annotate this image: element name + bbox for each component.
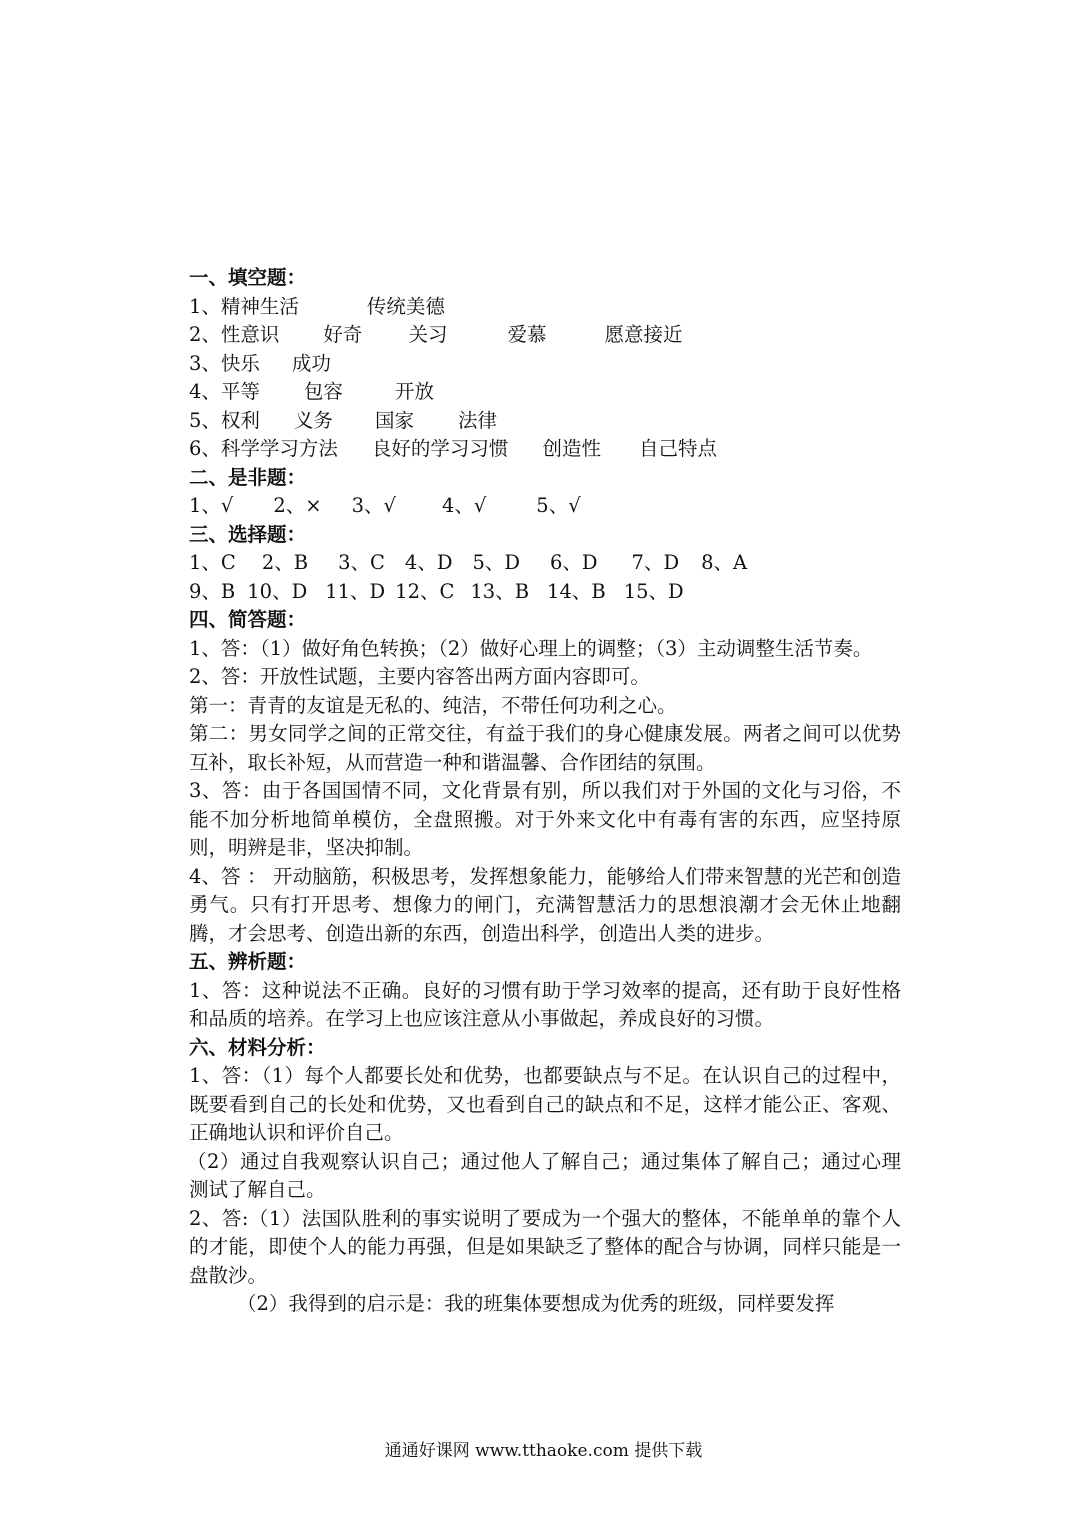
answer-document	[189, 264, 901, 1319]
answer-text: 成功	[291, 351, 331, 375]
short-answer-3: 3、答：由于各国国情不同，文化背景有别，所以我们对于外国的文化与习俗，不能不加分析地简单模仿，全盘照搬。对于外来文化中有毒有害的东西，应坚持原则，明辨是非，坚决抑制。	[189, 779, 901, 859]
answer-text: 2、性意识	[189, 323, 280, 346]
analysis-answer-1: 1、答：这种说法不正确。良好的习惯有助于学习效率的提高，还有助于良好性格和品质的培养。在学习上也应该注意从小事做起，养成良好的习惯。	[189, 978, 901, 1030]
answer-text: 3、C	[338, 551, 385, 574]
fill-blank-answer-5	[189, 407, 901, 436]
answer-text: 7、D	[631, 551, 680, 574]
answer-text: 好奇	[323, 323, 363, 346]
answer-text: 10、D	[247, 579, 308, 603]
answer-text: 4、平等	[189, 380, 260, 403]
section-title-true-false: 二、是非题：	[189, 465, 307, 489]
material-answer-2-part-2: （2）我得到的启示是：我的班集体要想成为优秀的班级，同样要发挥	[237, 1292, 835, 1315]
answer-text: 良好的学习习惯	[371, 437, 509, 460]
answer-text: 3、√	[351, 494, 396, 517]
answer-text: 14、B	[547, 579, 606, 603]
section-title-fill-blank: 一、填空题：	[189, 266, 307, 289]
answer-text: 4、D	[404, 551, 453, 574]
answer-text: 13、B	[470, 579, 530, 603]
answer-text: 自己特点	[638, 437, 717, 460]
answer-text: 1、C	[189, 551, 236, 574]
material-answer-2-part-1: 2、答:（1）法国队胜利的事实说明了要成为一个强大的整体，不能单单的靠个人的才能，即使个人的能力再强，但是如果缺乏了整体的配合与协调，同样只能是一盘散沙。	[189, 1206, 901, 1287]
answer-text: 6、D	[550, 551, 598, 574]
answer-text: 5、√	[536, 494, 581, 517]
answer-text: 5、权利	[189, 408, 260, 432]
multiple-choice-row-2	[189, 578, 901, 607]
answer-text: 4、√	[441, 494, 487, 517]
answer-text: 2、×	[273, 494, 322, 517]
answer-text: 2、B	[261, 551, 309, 574]
section-title-multiple-choice: 三、选择题：	[189, 522, 307, 546]
fill-blank-answer-6	[189, 435, 901, 464]
answer-text: 爱慕	[507, 323, 547, 346]
fill-blank-answer-1	[189, 293, 901, 322]
answer-text: 关习	[408, 323, 448, 346]
answer-text: 9、B	[189, 579, 236, 603]
answer-text: 12、C	[395, 579, 455, 603]
section-title-short-answer: 四、简答题：	[189, 608, 307, 631]
short-answer-4: 4、答 ： 开动脑筋，积极思考，发挥想象能力，能够给人们带来智慧的光芒和创造勇气。只有打开思考、想像力的闸门，充满智慧活力的思想浪潮才会无休止地翻腾，才会思考、创造出新的东西，创造出科学，创造出人类的进步。	[189, 864, 901, 945]
answer-text: 包容	[303, 380, 343, 403]
answer-text: 1、精神生活	[189, 294, 299, 318]
section-title-analysis: 五、辨析题：	[189, 950, 307, 973]
multiple-choice-row-1	[189, 549, 901, 578]
fill-blank-answer-3	[189, 350, 901, 379]
answer-text: 传统美德	[366, 294, 445, 318]
section-title-material-analysis: 六、材料分析：	[189, 1035, 326, 1059]
answer-text: 愿意接近	[604, 323, 683, 346]
page-footer: 通通好课网 www.tthaoke.com 提供下载	[384, 1441, 703, 1461]
answer-text: 国家	[374, 408, 414, 432]
material-answer-1-part-1: 1、答：（1）每个人都要长处和优势，也都要缺点与不足。在认识自己的过程中，既要看到自己的长处和优势，又也看到自己的缺点和不足，这样才能公正、客观、正确地认识和评价自己。	[189, 1064, 901, 1144]
answer-text: 法律	[457, 408, 497, 432]
short-answer-1: 1、答：（1）做好角色转换；（2）做好心理上的调整；（3）主动调整生活节奏。	[189, 636, 873, 660]
answer-text: 5、D	[472, 551, 520, 574]
answer-text: 8、A	[701, 551, 748, 574]
short-answer-2-point-1: 第一：青青的友谊是无私的、纯洁，不带任何功利之心。	[189, 693, 677, 717]
answer-text: 创造性	[542, 437, 601, 460]
answer-text: 6、科学学习方法	[189, 437, 338, 460]
true-false-answers	[189, 492, 901, 521]
answer-text: 11、D	[325, 579, 386, 603]
short-answer-2: 2、答：开放性试题，主要内容答出两方面内容即可。	[189, 665, 650, 688]
fill-blank-answer-4	[189, 378, 901, 407]
answer-text: 义务	[293, 408, 333, 432]
material-answer-1-part-2: （2）通过自我观察认识自己；通过他人了解自己；通过集体了解自己；通过心理测试了解自己。	[187, 1149, 901, 1201]
answer-text: 1、√	[189, 494, 234, 517]
answer-text: 开放	[394, 380, 434, 403]
short-answer-2-point-2: 第二：男女同学之间的正常交往，有益于我们的身心健康发展。两者之间可以优势互补，取长补短，从而营造一种和谐温馨、合作团结的氛围。	[189, 722, 901, 774]
answer-text: 15、D	[623, 579, 684, 603]
answer-text: 3、快乐	[189, 351, 260, 375]
fill-blank-answer-2	[189, 321, 901, 350]
